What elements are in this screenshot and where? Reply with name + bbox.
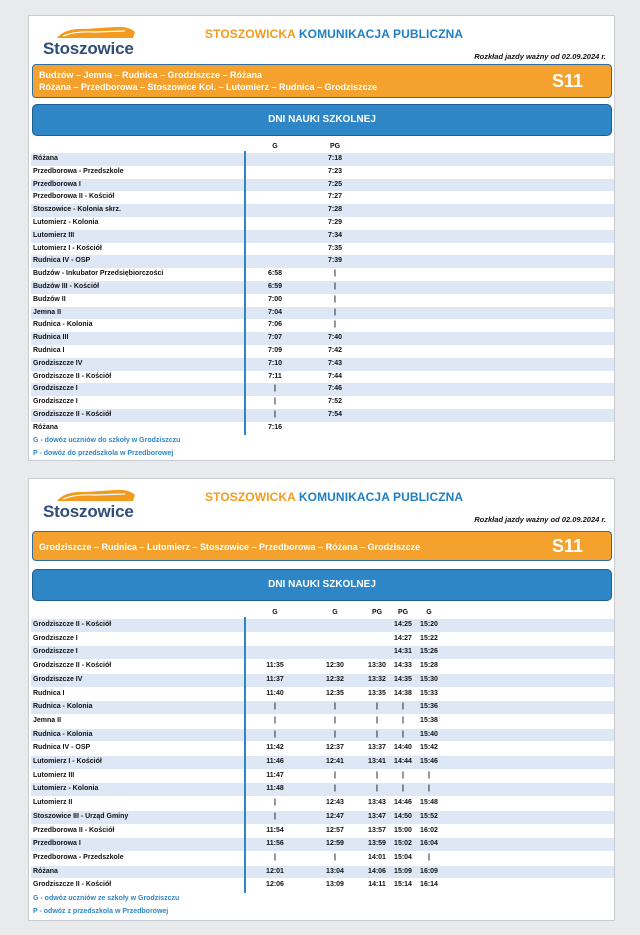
stop-name: Lutomierz - Kolonia [33,219,99,226]
departure-time: 16:04 [420,840,438,848]
route-line-2: Różana – Przedborowa – Stoszowice Kol. – Lutomierz – Rudnica – Grodziszcze [39,82,378,92]
departure-time: 14:40 [394,744,412,752]
departure-time: | [402,716,404,724]
stop-name: Grodziszcze II - Kościół [33,372,112,380]
table-row [31,674,614,687]
departure-time: 13:37 [368,744,386,752]
logo-text: Stoszowice [43,502,134,521]
departure-time: 14:11 [368,881,386,889]
departure-time: 15:42 [420,744,438,752]
departure-time: 12:41 [326,758,344,765]
departure-time: 7:27 [327,193,342,201]
departure-time: | [334,295,336,303]
route-code: S11 [551,71,583,91]
departure-time: | [274,385,276,393]
departure-time: 16:09 [420,867,438,875]
route-banner [32,531,612,561]
column-header: G [272,609,278,616]
legend-note: P - dowóz do przedszkola w Przedborowej [33,449,174,457]
departure-time: 6:59 [267,283,282,290]
departure-time: | [274,730,276,738]
table-row [31,230,614,243]
departure-time: 7:43 [327,359,342,367]
column-header: G [426,609,432,616]
departure-time: 12:01 [266,867,284,875]
stop-name: Rudnica - Kolonia [33,703,93,711]
stop-name: Przedborowa - Przedszkole [33,167,124,175]
departure-time: 16:02 [420,826,438,834]
table-row [31,783,614,796]
departure-time: 15:36 [420,703,438,711]
stop-name: Grodziszcze II - Kościół [33,411,112,418]
departure-time: 12:32 [326,675,344,683]
departure-time: | [376,730,378,738]
stop-name: Przedborowa II - Kościół [33,193,115,201]
stop-name: Lutomierz III [33,231,75,239]
departure-time: 15:46 [420,758,438,765]
validity-note: Rozkład jazdy ważny od 02.09.2024 r. [474,515,606,524]
table-row [31,866,614,879]
stop-name: Różana [33,867,58,875]
table-row [31,255,614,268]
stop-name: Budzów III - Kościół [33,283,100,290]
table-row [31,729,614,742]
stop-name: Grodziszcze I [33,385,78,393]
brand-title [205,490,463,504]
departure-time: 12:47 [326,812,344,820]
table-row [31,396,614,409]
departure-time: 11:37 [266,675,284,683]
departure-time: 13:04 [326,867,344,875]
stop-name: Rudnica III [33,334,69,342]
validity-note: Rozkład jazdy ważny od 02.09.2024 r. [474,52,606,61]
departure-time: 13:35 [368,689,386,697]
stop-name: Lutomierz II [33,799,73,807]
table-row [31,307,614,320]
departure-time: 14:33 [394,662,412,670]
departure-time: 12:59 [326,840,344,848]
departure-time: 12:37 [326,744,344,752]
stop-name: Jemna II [33,308,62,316]
stop-name: Przedborowa II - Kościół [33,826,115,834]
departure-time: 15:38 [420,716,438,724]
stop-name: Lutomierz I - Kościół [33,758,102,765]
departure-time: 12:35 [326,689,344,697]
table-row [31,345,614,358]
departure-time: 15:40 [420,730,438,738]
column-header: G [272,143,278,150]
column-header: PG [397,609,409,616]
departure-time: 11:56 [266,840,284,848]
table-row [31,358,614,371]
departure-time: | [376,716,378,724]
table-row [31,422,614,435]
stop-name: Różana [33,423,58,431]
route-line-1: Budzów – Jemna – Rudnica – Grodziszcze – Różana [39,70,263,80]
departure-time: 11:46 [266,758,284,765]
route-banner [32,64,612,98]
stop-name: Grodziszcze IV [33,359,83,367]
stop-name: Grodziszcze I [33,398,78,406]
departure-time: 15:02 [394,840,412,848]
departure-time: 7:42 [327,347,342,354]
stop-name: Grodziszcze IV [33,675,83,683]
stop-name: Lutomierz III [33,771,75,779]
departure-time: 12:06 [266,881,284,889]
departure-time: 7:52 [327,398,342,406]
table-row [31,153,614,166]
departure-time: | [402,771,404,779]
table-row [31,742,614,755]
brand-part1: STOSZOWICKA [205,490,296,504]
timetable-page-1 [28,15,615,461]
departure-time: | [334,853,336,861]
timetable [31,143,614,455]
column-divider [244,617,246,893]
departure-time: 11:42 [266,744,284,752]
legend-note: P - odwóz z przedszkola w Przedborowej [33,908,169,915]
departure-time: 14:46 [394,799,412,807]
departure-time: | [428,785,430,793]
departure-time: | [428,853,430,861]
departure-time: | [428,771,430,779]
table-row [31,756,614,769]
departure-time: 14:27 [394,634,412,642]
departure-time: 7:11 [268,372,282,380]
departure-time: 13:59 [368,840,386,848]
departure-time: 7:28 [327,206,342,214]
stop-name: Przedborowa I [33,840,81,848]
brand-part1: STOSZOWICKA [205,27,296,41]
table-row [31,217,614,230]
departure-time: 11:40 [266,689,284,697]
departure-time: 15:14 [394,881,412,889]
departure-time: | [274,411,276,418]
table-row [31,825,614,838]
departure-time: 7:10 [267,359,282,367]
departure-time: 7:46 [327,385,342,393]
departure-time: 7:04 [267,308,282,316]
table-row [31,281,614,294]
table-row [31,646,614,659]
stop-name: Rudnica I [33,347,65,354]
stop-name: Jemna II [33,716,62,724]
departure-time: 13:30 [368,662,386,670]
departure-time: 7:39 [327,257,342,265]
stoszowice-logo [37,485,139,525]
departure-time: 14:31 [394,648,412,656]
table-row [31,383,614,396]
stop-name: Przedborowa I [33,180,81,188]
departure-time: 14:44 [394,758,412,765]
stop-name: Budzów - Inkubator Przedsiębiorczości [33,270,164,278]
table-row [31,660,614,673]
departure-time: | [376,771,378,779]
departure-time: | [334,283,336,290]
departure-time: 15:33 [420,689,438,697]
departure-time: 7:54 [327,411,342,418]
brand-title [205,27,463,41]
departure-time: 14:06 [368,867,386,875]
table-row [31,619,614,632]
departure-time: 13:41 [368,758,386,765]
stop-name: Grodziszcze II - Kościół [33,881,112,889]
table-row [31,770,614,783]
stop-name: Grodziszcze I [33,648,78,656]
stop-name: Rudnica IV - OSP [33,257,91,265]
column-header: PG [371,609,383,616]
legend-note: G - odwóz uczniów ze szkoły w Grodziszczu [33,895,180,902]
departure-time: 11:48 [266,785,284,793]
table-row [31,838,614,851]
table-row [31,715,614,728]
timetable [31,609,614,919]
departure-time: 13:09 [326,881,344,889]
table-row [31,268,614,281]
departure-time: 7:34 [327,231,342,239]
days-banner: DNI NAUKI SZKOLNEJ [32,569,612,601]
table-row [31,701,614,714]
table-row [31,294,614,307]
departure-time: | [376,703,378,711]
stop-name: Rudnica - Kolonia [33,321,93,329]
departure-time: | [334,321,336,329]
departure-time: 15:30 [420,675,438,683]
departure-time: 7:23 [327,167,342,175]
table-row [31,204,614,217]
logo-text: Stoszowice [43,39,134,58]
table-row [31,319,614,332]
departure-time: 13:47 [368,812,386,820]
departure-time: | [334,703,336,711]
departure-time: 14:35 [394,675,412,683]
route-line-1: Grodziszcze – Rudnica – Lutomierz – Stoszowice – Przedborowa – Różana – Grodziszcze [39,542,421,552]
departure-time: | [402,785,404,793]
stop-name: Rudnica - Kolonia [33,730,93,738]
stop-name: Lutomierz I - Kościół [33,244,102,252]
departure-time: | [274,716,276,724]
table-row [31,191,614,204]
timetable-page-2 [28,478,615,921]
departure-time: | [334,308,336,316]
departure-time: 14:38 [394,689,412,697]
table-row [31,852,614,865]
stop-name: Lutomierz - Kolonia [33,785,99,793]
departure-time: 7:09 [267,347,282,354]
departure-time: 15:04 [394,853,412,861]
table-row [31,879,614,892]
departure-time: | [274,398,276,406]
brand-part2: KOMUNIKACJA PUBLICZNA [298,490,464,504]
departure-time: 14:50 [394,812,412,820]
table-row [31,371,614,384]
departure-time: 15:20 [420,621,438,628]
departure-time: 11:54 [266,826,284,834]
legend-note: G - dowóz uczniów do szkoły w Grodziszczu [33,436,181,444]
stop-name: Stoszowice III - Urząd Gminy [33,812,129,820]
departure-time: 13:43 [368,799,386,807]
brand-part2: KOMUNIKACJA PUBLICZNA [298,27,464,41]
departure-time: | [376,785,378,793]
departure-time: | [334,270,336,278]
departure-time: 15:26 [420,648,438,656]
departure-time: 15:09 [394,867,412,875]
departure-time: 7:00 [267,295,282,303]
departure-time: | [334,785,336,793]
table-row [31,179,614,192]
stop-name: Różana [33,155,58,162]
stop-name: Grodziszcze I [33,634,78,642]
departure-time: 12:30 [326,662,344,670]
table-row [31,797,614,810]
departure-time: | [334,771,336,779]
departure-time: | [402,703,404,711]
stoszowice-logo [37,22,139,62]
stop-name: Przedborowa - Przedszkole [33,853,124,861]
stop-name: Rudnica I [33,689,65,697]
departure-time: 7:35 [327,244,342,252]
route-code: S11 [551,536,583,556]
departure-time: | [402,730,404,738]
departure-time: | [274,799,276,807]
table-row [31,166,614,179]
table-row [31,409,614,422]
departure-time: 7:18 [327,155,342,162]
departure-time: | [274,812,276,820]
departure-time: 14:25 [394,621,412,628]
departure-time: 12:43 [326,799,344,807]
departure-time: 14:01 [368,853,386,861]
departure-time: | [274,853,276,861]
departure-time: 11:47 [266,771,284,779]
days-banner: DNI NAUKI SZKOLNEJ [32,104,612,136]
departure-time: 7:07 [267,334,282,342]
stop-name: Rudnica IV - OSP [33,744,91,752]
departure-time: 15:00 [394,826,412,834]
departure-time: 7:06 [267,321,282,329]
departure-time: | [334,716,336,724]
departure-time: 7:40 [327,334,342,342]
departure-time: 15:28 [420,662,438,670]
departure-time: 15:48 [420,799,438,807]
table-row [31,633,614,646]
departure-time: 6:58 [267,270,282,278]
column-header: G [332,609,338,616]
stop-name: Grodziszcze II - Kościół [33,662,112,670]
departure-time: 7:44 [327,372,342,380]
departure-time: 15:22 [420,634,438,642]
column-divider [244,151,246,435]
stop-name: Budzów II [33,295,66,303]
table-row [31,243,614,256]
stop-name: Stoszowice - Kolonia skrz. [33,206,121,214]
departure-time: | [274,703,276,711]
departure-time: 7:29 [327,219,342,226]
departure-time: 12:57 [326,826,344,834]
departure-time: 13:32 [368,675,386,683]
table-row [31,688,614,701]
departure-time: 11:35 [266,662,284,670]
departure-time: 7:25 [327,180,342,188]
departure-time: 15:52 [420,812,438,820]
departure-time: 7:16 [267,423,282,431]
column-header: PG [329,143,341,150]
departure-time: | [334,730,336,738]
departure-time: 16:14 [420,881,438,889]
table-row [31,811,614,824]
table-row [31,332,614,345]
departure-time: 13:57 [368,826,386,834]
stop-name: Grodziszcze II - Kościół [33,621,112,628]
